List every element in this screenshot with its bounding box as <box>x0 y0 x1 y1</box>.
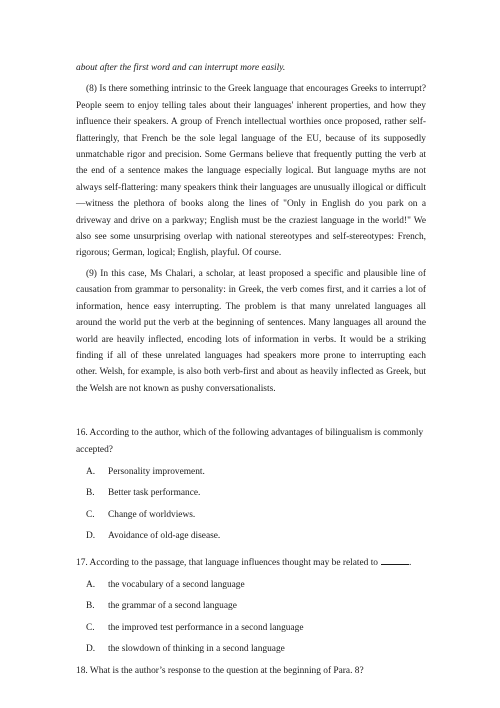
paragraph-8: (8) Is there something intrinsic to the Greek language that encourages Greeks to interrupt? People seem to enjoy telling tales about their languages' inherent properties, and how they influence their speakers. A group of French intellectual worthies once proposed, rather self-flatteringly, that French be the sole legal language of the EU, because of its supposedly unmatchable rigor and precision. Some Germans believe that frequently putting the verb at the end of a sentence makes the language especially logical. But language myths are not always self-flattering: many speakers think their languages are unusually illogical or difficult—witness the plethora of books along the lines of "Only in English do you park on a driveway and drive on a parkway; English must be the craziest language in the world!" We also see some unsurprising overlap with national stereotypes and self-stereotypes: French, rigorous; German, logical; English, playful. Of course. <box>76 84 426 259</box>
question-17-option-b <box>86 598 426 614</box>
option-text: the grammar of a second language <box>108 601 237 612</box>
lead-line: about after the first word and can interrupt more easily. <box>76 63 286 73</box>
question-17-stem <box>76 555 426 571</box>
question-16-stem: 16. According to the author, which of the following advantages of bilingualism is commonly accepted? <box>76 428 424 455</box>
question-16-option-a <box>86 464 426 480</box>
option-text: the slowdown of thinking in a second language <box>108 644 285 655</box>
question-16-option-d <box>86 528 426 544</box>
question-16-options <box>76 464 426 545</box>
option-text: Personality improvement. <box>108 466 205 477</box>
question-17-option-c <box>86 620 426 636</box>
question-17-option-a <box>86 577 426 593</box>
option-letter: D. <box>86 531 96 542</box>
option-letter: B. <box>86 601 95 612</box>
question-17-options <box>76 577 426 658</box>
option-text: the improved test performance in a second language <box>108 622 304 633</box>
question-16-option-b <box>86 485 426 501</box>
paragraph-9: (9) In this case, Ms Chalari, a scholar, at least proposed a specific and plausible line of causation from grammar to personality: in Greek, the verb comes first, and it carries a lot of information, hence easy interrupting. The problem is that many unrelated languages all around the world put the verb at the beginning of sentences. Many languages all around the world are heavily inflected, encoding lots of information in verbs. It would be a striking finding if all of these unrelated languages had speakers more prone to interrupting each other. Welsh, for example, is also both verb-first and about as heavily inflected as Greek, but the Welsh are not known as pushy conversationalists. <box>76 268 426 394</box>
answer-blank <box>381 555 409 565</box>
question-17-text: 17. According to the passage, that language influences thought may be related to <box>76 557 378 568</box>
option-letter: D. <box>86 644 96 655</box>
question-18-stem: 18. What is the author’s response to the question at the beginning of Para. 8? <box>76 665 364 676</box>
document-page <box>76 60 426 679</box>
option-letter: A. <box>86 466 96 477</box>
option-text: the vocabulary of a second language <box>108 579 245 590</box>
option-text: Avoidance of old-age disease. <box>108 531 221 542</box>
question-17-end: . <box>409 557 412 568</box>
option-text: Change of worldviews. <box>108 509 196 520</box>
option-letter: C. <box>86 509 95 520</box>
question-16-option-c <box>86 507 426 523</box>
option-letter: B. <box>86 488 95 499</box>
option-letter: A. <box>86 579 96 590</box>
option-letter: C. <box>86 622 95 633</box>
option-text: Better task performance. <box>108 488 201 499</box>
question-17-option-d <box>86 641 426 657</box>
